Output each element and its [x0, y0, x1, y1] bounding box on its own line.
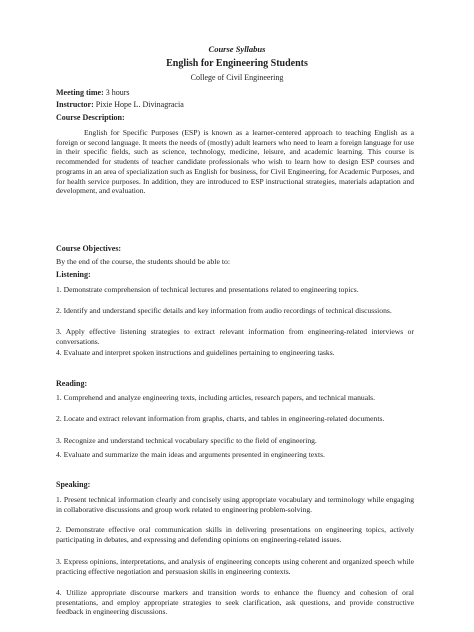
reading-item-2: 2. Locate and extract relevant information from graphs, charts, and tables in engineering-related documents.	[56, 414, 385, 423]
speaking-item-3: 3. Express opinions, interpretations, and analysis of engineering concepts using coherent and organized speech while practicing effective negotiation and persuasion skills in engineering contexts.	[56, 557, 414, 576]
listening-item-2: 2. Identify and understand specific details and key information from audio recordings of technical discussions.	[56, 306, 392, 315]
objectives-intro: By the end of the course, the students should be able to:	[56, 257, 231, 266]
syllabus-label: Course Syllabus	[208, 44, 266, 54]
listening-heading: Listening:	[56, 270, 91, 279]
listening-item-1: 1. Demonstrate comprehension of technical lectures and presentations related to engineering topics.	[56, 285, 359, 294]
reading-item-3: 3. Recognize and understand technical vocabulary specific to the field of engineering.	[56, 436, 317, 445]
page-title: English for Engineering Students	[166, 58, 308, 69]
meeting-time-line	[56, 88, 130, 97]
college-name: College of Civil Engineering	[190, 73, 284, 82]
course-objectives-heading: Course Objectives:	[56, 244, 122, 253]
speaking-item-4: 4. Utilize appropriate discourse markers and transition words to enhance the fluency and cohesion of oral presentations, and employ appropriate strategies to seek clarification, ask questions, and provide constructive feedback in engineering discussions.	[56, 588, 414, 617]
speaking-heading: Speaking:	[56, 480, 91, 489]
instructor-label: Instructor:	[56, 100, 94, 109]
speaking-item-1: 1. Present technical information clearly and concisely using appropriate vocabulary and terminology while engaging in collaborative discussions and group work related to engineering problem-solving.	[56, 495, 414, 514]
course-description-text: English for Specific Purposes (ESP) is known as a learner-centered approach to teaching English as a foreign or second language. It meets the needs of (mostly) adult learners who need to learn a foreign language for use in their specific fields, such as science, technology, medicine, leisure, and academic learning. This course is recommended for students of teacher candidate professionals who wish to learn how to design ESP courses and programs in an area of specialization such as English for business, for Civil Engineering, for Academic Purposes, and for health service purposes. In addition, they are introduced to ESP instructional strategies, materials adaptation and development, and evaluation.	[56, 128, 414, 196]
instructor-value: Pixie Hope L. Divinagracia	[95, 100, 184, 109]
meeting-time-value: 3 hours	[105, 88, 130, 97]
reading-heading: Reading:	[56, 379, 88, 388]
listening-item-4: 4. Evaluate and interpret spoken instructions and guidelines pertaining to engineering tasks.	[56, 348, 335, 357]
reading-item-1: 1. Comprehend and analyze engineering texts, including articles, research papers, and technical manuals.	[56, 393, 376, 402]
listening-item-3: 3. Apply effective listening strategies to extract relevant information from engineering-related interviews or conversations.	[56, 327, 414, 346]
speaking-item-2: 2. Demonstrate effective oral communication skills in delivering presentations on engineering topics, actively participating in debates, and expressing and defending opinions on engineering-related issues.	[56, 525, 414, 544]
instructor-line	[56, 100, 184, 109]
course-description-heading: Course Description:	[56, 113, 125, 122]
reading-item-4: 4. Evaluate and summarize the main ideas and arguments presented in engineering texts.	[56, 450, 325, 459]
meeting-time-label: Meeting time:	[56, 88, 104, 97]
